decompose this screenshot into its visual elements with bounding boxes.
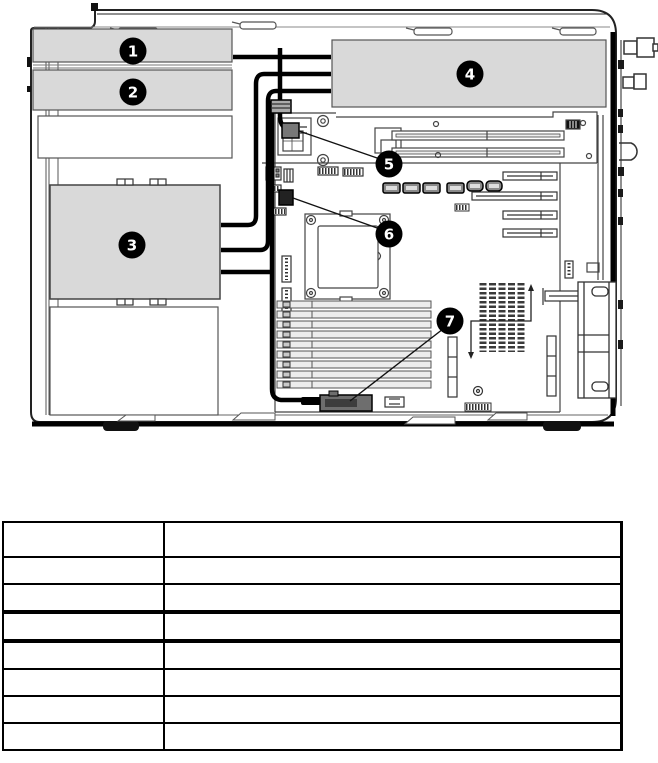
table-cell (3, 723, 164, 750)
table-cell (3, 584, 164, 612)
table-cell (164, 612, 622, 641)
connector-7 (301, 391, 372, 411)
heatsink-bracket (543, 288, 582, 305)
table-cell (164, 696, 622, 723)
table-row (3, 669, 622, 696)
empty-lower-bay (50, 307, 218, 415)
callout-5-number: 5 (383, 155, 395, 174)
heatsink (468, 283, 582, 359)
connector5-cable (280, 48, 287, 129)
callout-6-number: 6 (383, 225, 395, 244)
table-row (3, 723, 622, 750)
callout-6 (376, 221, 403, 248)
table-cell (3, 696, 164, 723)
rear-hook (619, 143, 637, 160)
dimm-slot (277, 381, 431, 388)
chassis-top-latch (91, 3, 98, 11)
pcie-slot (503, 172, 557, 180)
callout-2-number: 2 (127, 83, 139, 102)
table-row (3, 584, 622, 612)
table-cell (3, 557, 164, 584)
bottom-header (465, 403, 491, 411)
dimm-slots (277, 301, 431, 388)
table-cell (3, 641, 164, 669)
empty-bay (38, 116, 232, 158)
riser-slot-1 (392, 131, 564, 140)
callout-reference-table (2, 521, 623, 751)
table-row (3, 612, 622, 641)
dimm-slot (277, 301, 431, 308)
table-cell (164, 522, 622, 557)
pcie-slot (503, 229, 557, 237)
bay-divider-lines (33, 65, 232, 68)
usb-slot (385, 397, 404, 407)
table-cell (164, 723, 622, 750)
callout-5 (376, 151, 403, 178)
cable-clip (271, 100, 291, 113)
dip-switch (566, 120, 580, 129)
callout-7-number: 7 (444, 312, 456, 331)
riser-section (318, 116, 592, 166)
dimm-slot (277, 341, 431, 348)
dimm-slot (277, 311, 431, 318)
table-cell (3, 612, 164, 641)
callout-4-number: 4 (464, 65, 476, 84)
callout-7 (437, 308, 464, 335)
rear-knob (623, 74, 646, 89)
callout-3 (119, 232, 146, 259)
connector-6 (279, 190, 293, 205)
table-cell (164, 669, 622, 696)
cpu-socket (305, 211, 390, 302)
cage-cable-1 (221, 74, 331, 225)
callout-1 (120, 38, 147, 65)
table-cell (164, 557, 622, 584)
fan-guide (578, 282, 616, 398)
table-cell (164, 641, 622, 669)
dimm-slot (277, 361, 431, 368)
dimm-slot (277, 331, 431, 338)
callout-2 (120, 79, 147, 106)
table-row (3, 557, 622, 584)
callout-3-number: 3 (126, 236, 138, 255)
callout-1-number: 1 (127, 42, 139, 61)
pcie-slots (472, 172, 557, 237)
pcie-slot (472, 192, 557, 200)
table-row (3, 696, 622, 723)
table-cell (164, 584, 622, 612)
board-screw (474, 387, 483, 396)
table-row (3, 522, 622, 557)
fan-header (455, 204, 469, 211)
table-row (3, 641, 622, 669)
dimm-slot (277, 321, 431, 328)
sata-connectors (383, 181, 502, 193)
rear-thumbscrew (624, 38, 658, 57)
table-cell (3, 522, 164, 557)
dimm-slot (277, 371, 431, 378)
table-cell (3, 669, 164, 696)
callout-4 (457, 61, 484, 88)
pcie-slot (503, 211, 557, 219)
riser-slot-2 (392, 148, 564, 157)
